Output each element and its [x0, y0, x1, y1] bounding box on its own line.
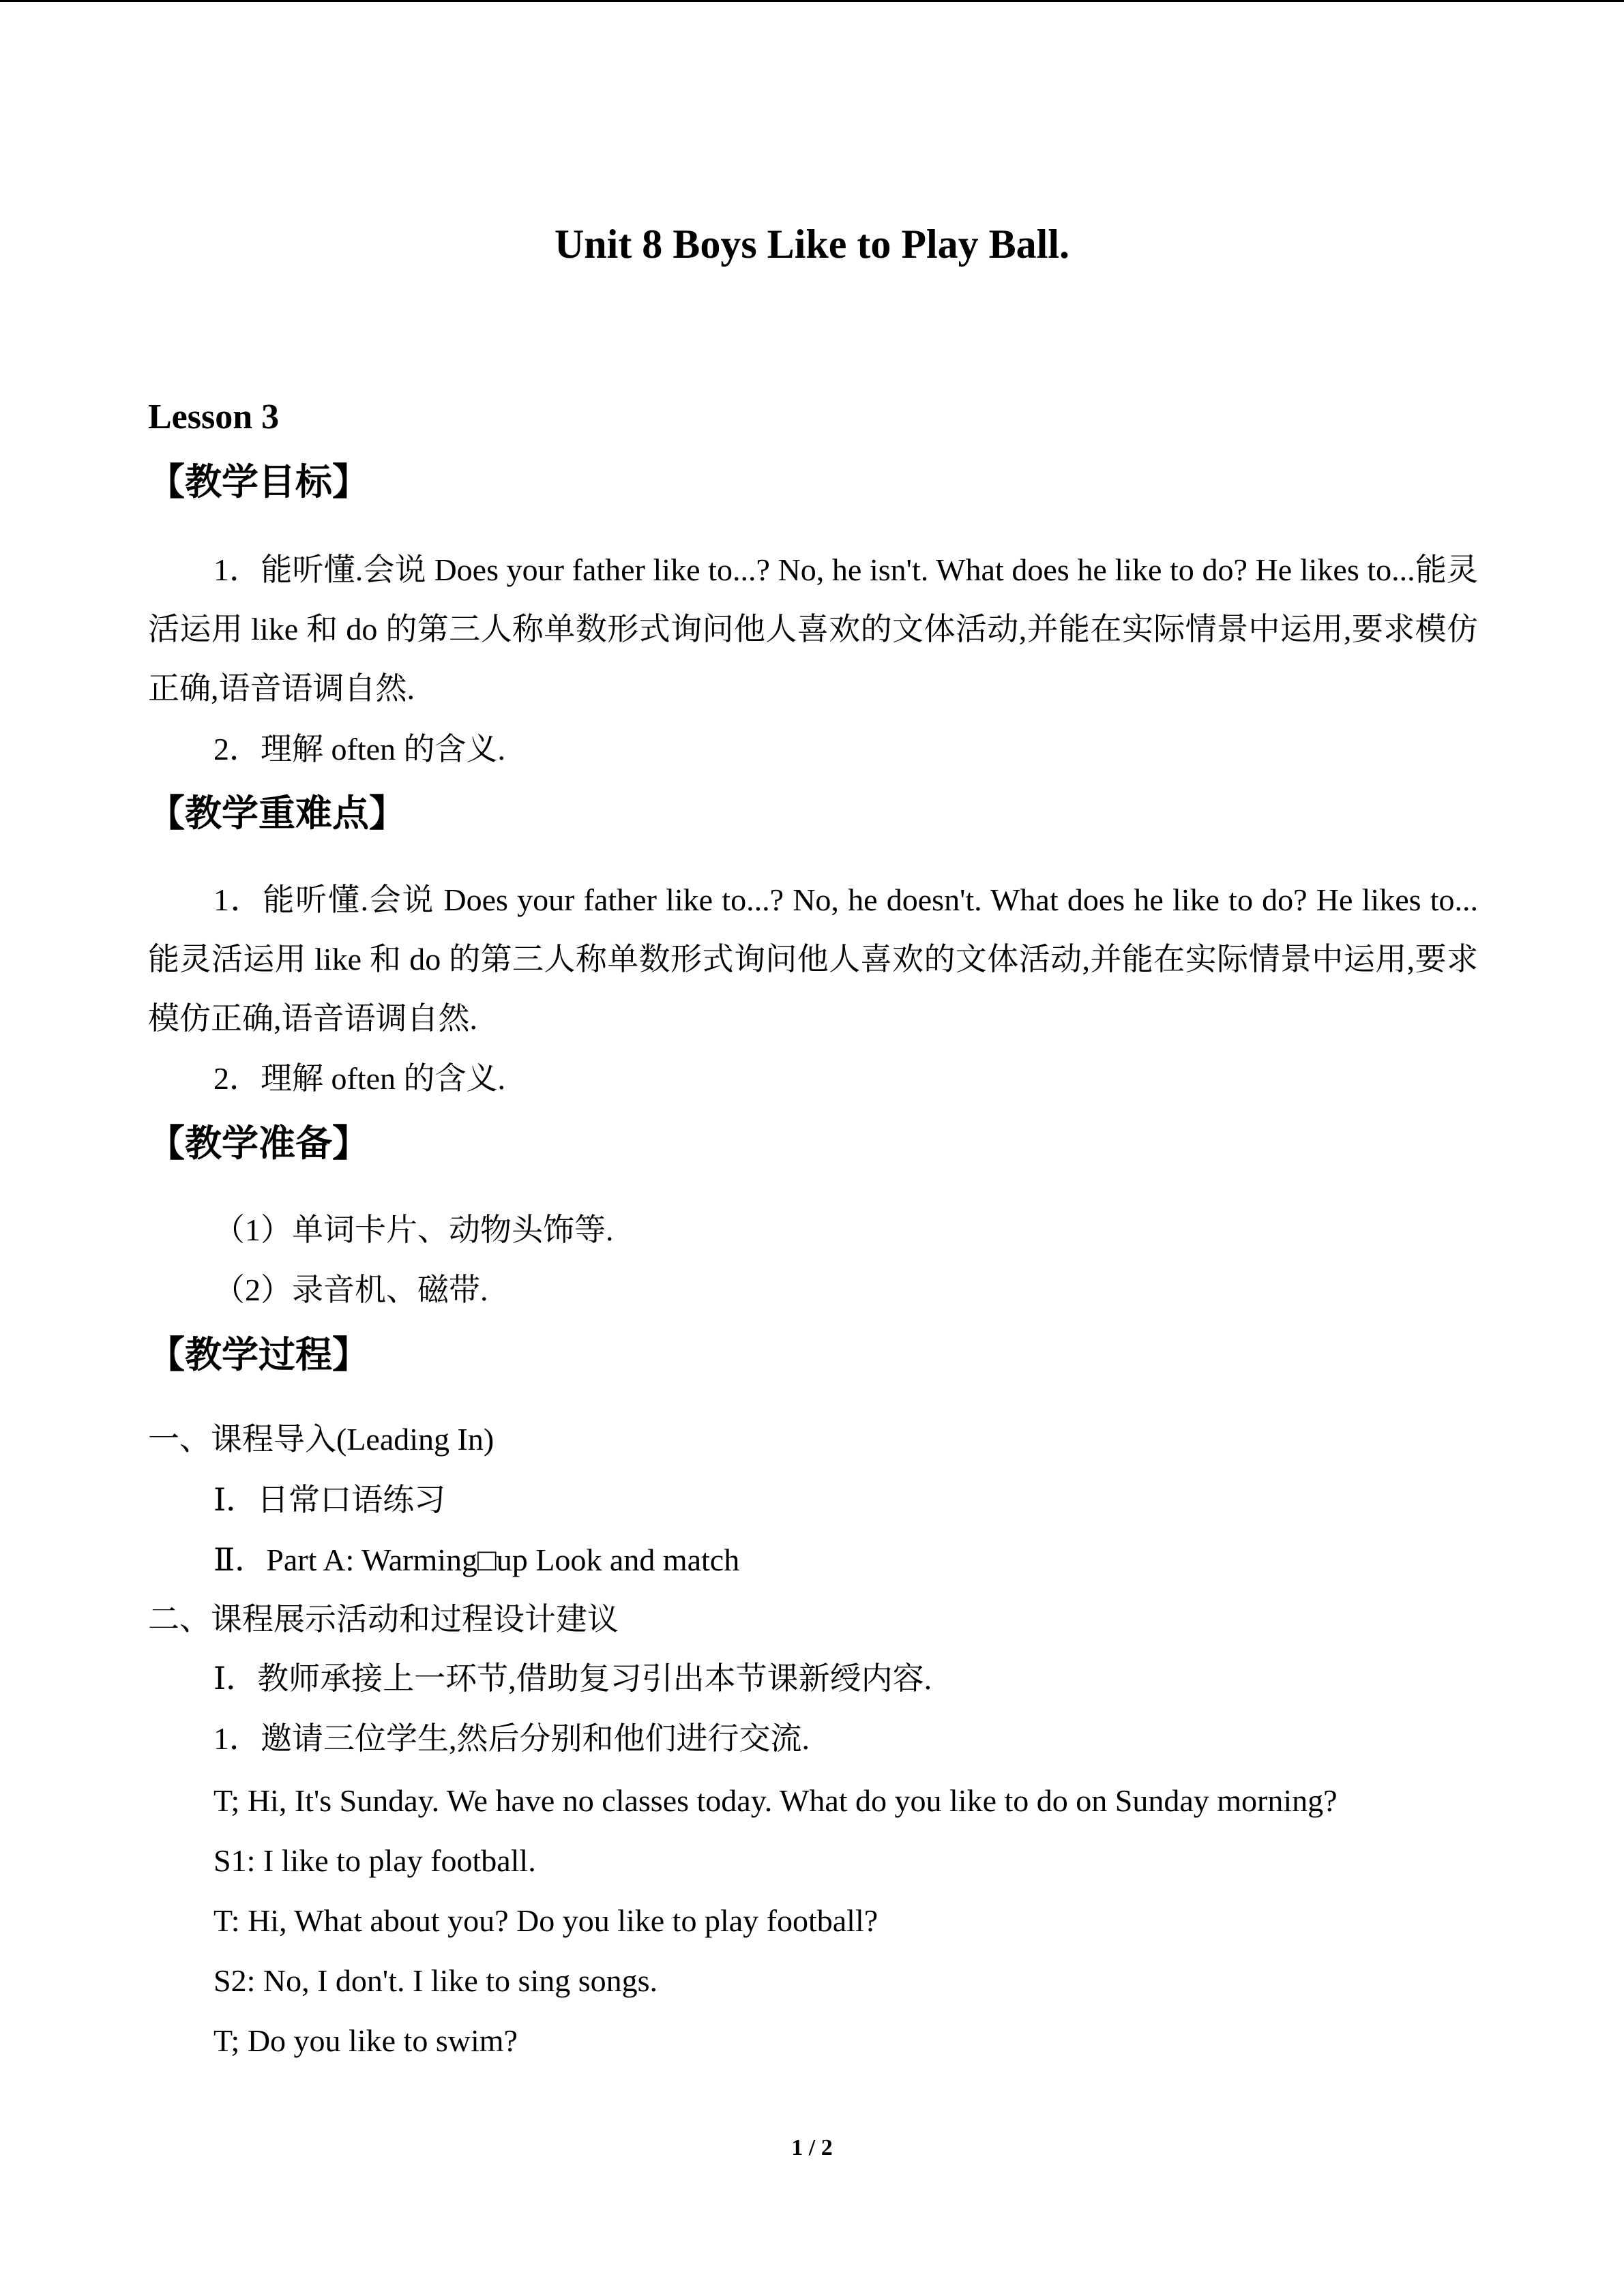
objectives-item-2: 2．理解 often 的含义. [213, 732, 506, 766]
process-section-2: 二、课程展示活动和过程设计建议 [148, 1602, 619, 1637]
process-step-1: 1．邀请三位学生,然后分别和他们进行交流. [213, 1721, 810, 1756]
process-heading: 【教学过程】 [148, 1333, 369, 1376]
preparation-item-1: （1）单词卡片、动物头饰等. [213, 1212, 614, 1247]
key-points-item-1: 1．能听懂.会说 Does your father like to...? No, he doesn't. What does he like to do? He likes to...能灵活运用 like 和 do 的第三人称单数形式询问他人喜欢的文体活动,并能在实际情景中运用,要求模仿正确,语音语调自然. [148, 882, 1478, 1036]
process-section-1: 一、课程导入(Leading In) [148, 1422, 494, 1457]
dialogue-line: S1: I like to play football. [213, 1843, 536, 1878]
page-number: 1 / 2 [791, 2135, 833, 2160]
key-points-item-2: 2．理解 often 的含义. [213, 1061, 506, 1096]
dialogue-line: T: Hi, What about you? Do you like to play football? [213, 1903, 879, 1938]
process-section-1-i: Ⅰ．日常口语练习 [213, 1482, 446, 1517]
preparation-heading: 【教学准备】 [148, 1122, 369, 1165]
objectives-item-1: 1．能听懂.会说 Does your father like to...? No, he isn't. What does he like to do? He likes to...能灵活运用 like 和 do 的第三人称单数形式询问他人喜欢的文体活动,并能在实际情景中运用,要求模仿正确,语音语调自然. [148, 552, 1478, 706]
document-title: Unit 8 Boys Like to Play Ball. [554, 222, 1070, 267]
top-border [0, 0, 1624, 2]
key-points-heading: 【教学重难点】 [148, 792, 406, 835]
dialogue-line: T; Do you like to swim? [213, 2023, 518, 2058]
process-section-1-ii: Ⅱ．Part A: Warming□up Look and match [213, 1542, 740, 1577]
lesson-label: Lesson 3 [148, 398, 280, 436]
process-section-2-i: Ⅰ．教师承接上一环节,借助复习引出本节课新绶内容. [213, 1661, 932, 1696]
dialogue-line: T; Hi, It's Sunday. We have no classes today. What do you like to do on Sunday morning? [213, 1783, 1338, 1818]
objectives-heading: 【教学目标】 [148, 460, 369, 503]
preparation-item-2: （2）录音机、磁带. [213, 1272, 488, 1307]
dialogue-line: S2: No, I don't. I like to sing songs. [213, 1963, 658, 1998]
